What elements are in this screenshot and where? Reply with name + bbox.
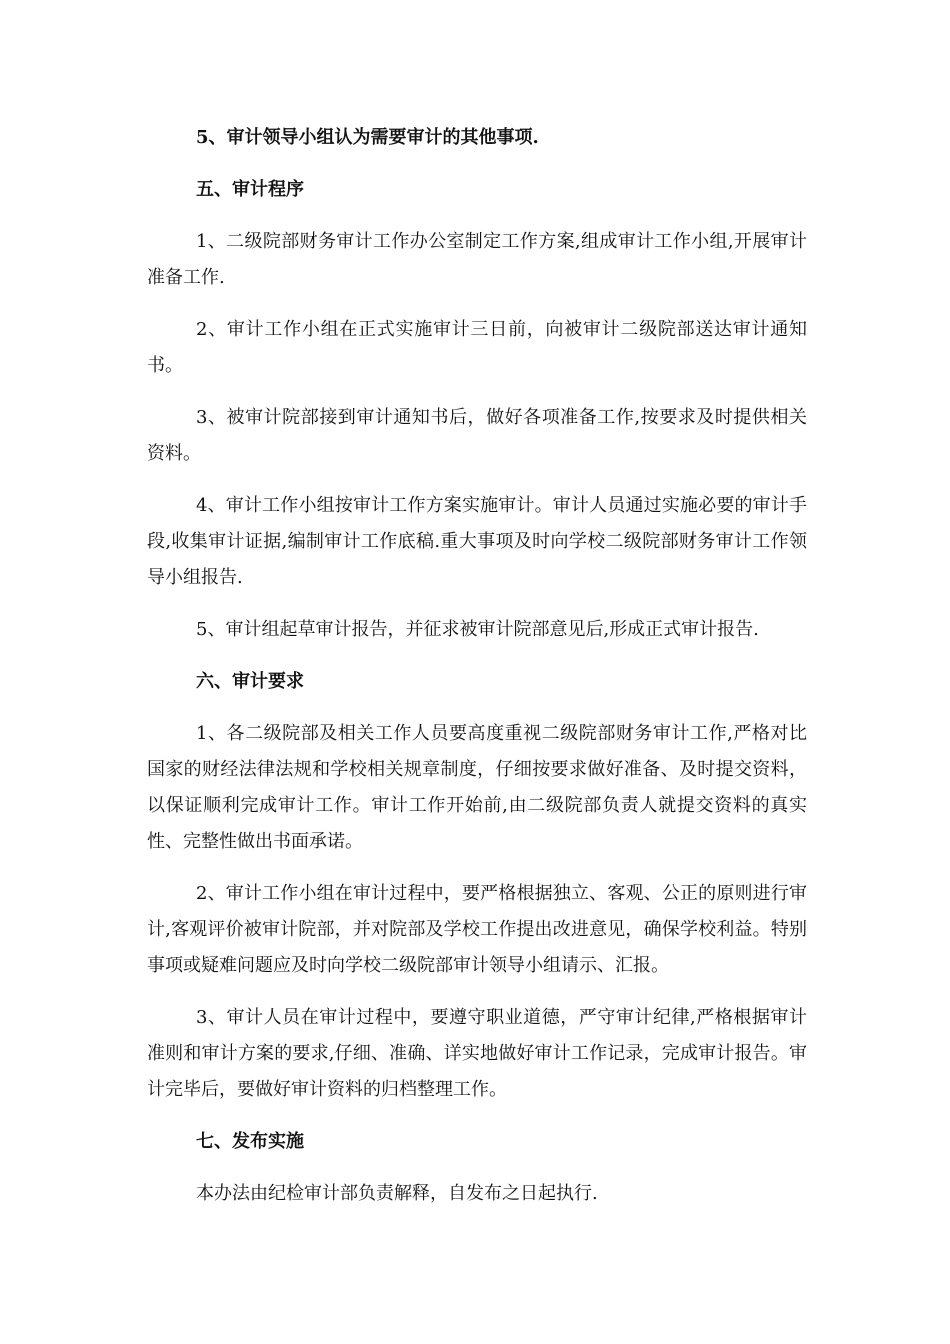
- section-6-paragraph-2: 2、审计工作小组在审计过程中，要严格根据独立、客观、公正的原则进行审计,客观评价被审计院部，并对院部及学校工作提出改进意见，确保学校利益。特别事项或疑难问题应及时向学校二级院部审计领导小组请示、汇报。: [147, 883, 807, 976]
- section-6-heading: 六、审计要求: [196, 671, 304, 692]
- section-7-paragraph-1: 本办法由纪检审计部负责解释，自发布之日起执行.: [196, 1183, 598, 1204]
- section-5-paragraph-3: 3、被审计院部接到审计通知书后，做好各项准备工作,按要求及时提供相关资料。: [147, 407, 807, 464]
- section-6-paragraph-1: 1、各二级院部及相关工作人员要高度重视二级院部财务审计工作,严格对比国家的财经法律法规和学校相关规章制度，仔细按要求做好准备、及时提交资料，以保证顺利完成审计工作。审计工作开始前,由二级院部负责人就提交资料的真实性、完整性做出书面承诺。: [147, 723, 807, 852]
- item-5-bold: 5、审计领导小组认为需要审计的其他事项.: [196, 127, 539, 148]
- section-5-paragraph-4: 4、审计工作小组按审计工作方案实施审计。审计人员通过实施必要的审计手段,收集审计证据,编制审计工作底稿.重大事项及时向学校二级院部财务审计工作领导小组报告.: [147, 495, 807, 588]
- section-6-paragraph-3: 3、审计人员在审计过程中，要遵守职业道德，严守审计纪律,严格根据审计准则和审计方案的要求,仔细、准确、详实地做好审计工作记录，完成审计报告。审计完毕后，要做好审计资料的归档整理工作。: [147, 1007, 807, 1100]
- section-7-heading: 七、发布实施: [196, 1131, 304, 1152]
- document-body: [147, 120, 807, 1228]
- section-5-paragraph-2: 2、审计工作小组在正式实施审计三日前，向被审计二级院部送达审计通知书。: [147, 319, 807, 376]
- section-5-paragraph-1: 1、二级院部财务审计工作办公室制定工作方案,组成审计工作小组,开展审计准备工作.: [147, 231, 807, 288]
- section-5-heading: 五、审计程序: [196, 179, 304, 200]
- section-5-paragraph-5: 5、审计组起草审计报告，并征求被审计院部意见后,形成正式审计报告.: [196, 619, 759, 640]
